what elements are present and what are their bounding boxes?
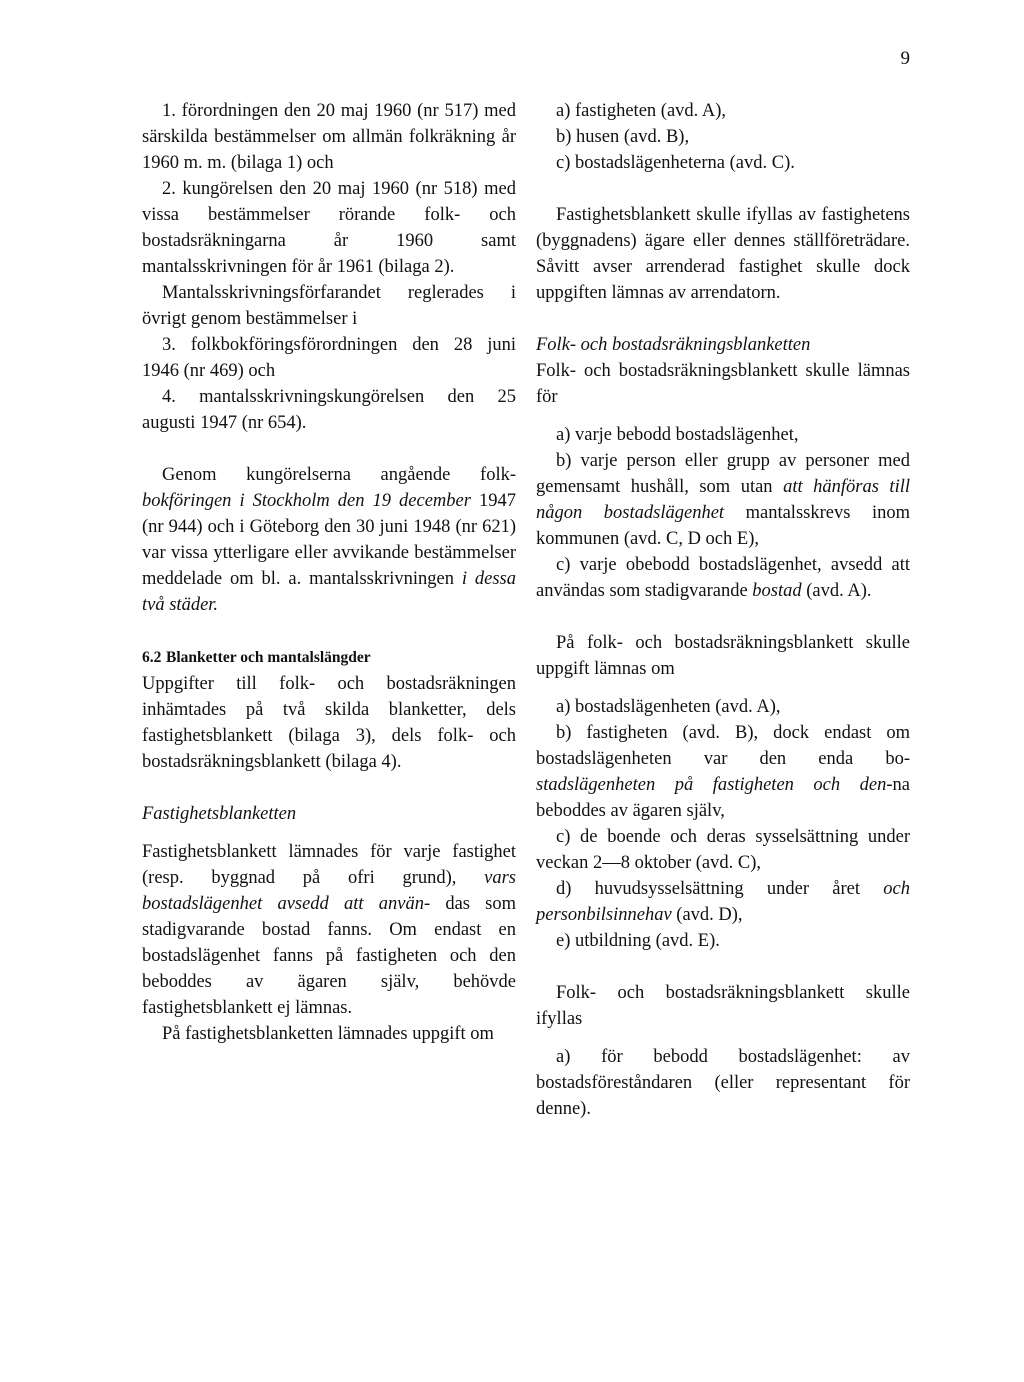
section-title: Blanketter och mantalslängder xyxy=(166,649,371,666)
text-run: d) huvudsysselsättning under året xyxy=(556,879,884,899)
text-run: b) varje person eller grupp av personer med gemensamt hushåll, som utan xyxy=(536,451,910,497)
text-run: Genom kungörelserna angående folk- xyxy=(162,465,516,485)
text-run: b) fastigheten (avd. B), dock endast om bostadslägenheten var den enda bo xyxy=(536,723,910,769)
list-item xyxy=(536,552,910,604)
italic-text-run: stadslägenheten på fastigheten och den xyxy=(536,775,887,795)
page-number: 9 xyxy=(900,48,910,69)
right-column xyxy=(536,98,910,1122)
list-item: a) för bebodd bostadslägenhet: av bostadsföreståndaren (eller representant för denne). xyxy=(536,1047,910,1119)
subheading: Fastighetsblanketten xyxy=(142,804,297,824)
paragraph: På folk- och bostadsräkningsblankett skulle uppgift lämnas om xyxy=(536,633,910,679)
list-item: a) fastigheten (avd. A), xyxy=(556,101,727,121)
list-item: a) bostadslägenheten (avd. A), xyxy=(556,697,781,717)
list-item: 3. folkbokföringsförordningen den 28 juni 1946 (nr 469) och xyxy=(142,335,516,381)
text-run: das som stadigvarande bostad fanns. Om endast en bostadslägenhet fanns på fastigheten och den beboddes av ägaren själv, behövde fastighetsblankett ej lämnas. xyxy=(142,894,517,1018)
paragraph xyxy=(142,462,516,618)
text-run: (avd. D), xyxy=(671,905,743,925)
text-run: c) varje obebodd bostadslägenhet, avsedd att användas som stadigvarande xyxy=(536,555,910,601)
text-run: na beboddes av ägaren själv, xyxy=(536,775,910,821)
list-item: a) varje bebodd bostadslägenhet, xyxy=(556,425,799,445)
subheading: Folk- och bostadsräkningsblanketten xyxy=(536,335,811,355)
text-run: mantalsskrevs inom kommunen (avd. C, D och E), xyxy=(536,503,910,549)
italic-text-run: bokföringen i Stockholm den 19 december xyxy=(142,491,471,511)
italic-text-run: och personbilsinnehav xyxy=(536,879,910,925)
list-item xyxy=(536,876,910,928)
list-item: c) bostadslägenheterna (avd. C). xyxy=(556,153,795,173)
italic-text-run: bostad xyxy=(752,581,802,601)
italic-text-run: vars bostadslägenhet avsedd att använ- xyxy=(142,868,516,914)
paragraph: Folk- och bostadsräkningsblankett skulle ifyllas xyxy=(536,983,910,1029)
left-column xyxy=(142,98,516,1047)
list-item: 2. kungörelsen den 20 maj 1960 (nr 518) med vissa bestämmelser rörande folk- och bostadsräkningarna år 1960 samt mantalsskrivningen för år 1961 (bilaga 2). xyxy=(142,179,516,277)
list-item: 1. förordningen den 20 maj 1960 (nr 517) med särskilda bestämmelser om allmän folkräkning år 1960 m. m. (bilaga 1) och xyxy=(142,101,516,173)
paragraph: På fastighetsblanketten lämnades uppgift om xyxy=(162,1024,494,1044)
paragraph: Folk- och bostadsräkningsblankett skulle lämnas för xyxy=(536,361,910,407)
section-heading xyxy=(142,644,516,671)
paragraph: Fastighetsblankett skulle ifyllas av fastighetens (byggnadens) ägare eller dennes ställföreträdare. Såvitt avser arrenderad fastighet skulle dock uppgiften lämnas av arrendatorn. xyxy=(536,205,910,303)
section-number: 6.2 xyxy=(142,649,162,666)
list-item: e) utbildning (avd. E). xyxy=(556,931,720,951)
paragraph xyxy=(142,839,516,1021)
italic-text-run: i dessa två städer. xyxy=(142,569,516,615)
italic-text-run: att hänföras till någon bostadslägenhet xyxy=(536,477,910,523)
list-item: c) de boende och deras sysselsättning under veckan 2—8 oktober (avd. C), xyxy=(536,827,910,873)
paragraph: Mantalsskrivningsförfarandet reglerades i övrigt genom bestämmelser i xyxy=(142,283,516,329)
text-run: Fastighetsblankett lämnades för varje fastighet (resp. byggnad på ofri grund), xyxy=(142,842,516,888)
list-item: b) fastigheten (avd. B), dock endast om bostadslägenheten var den enda bo-stadslägenheten på fastigheten och den-na beboddes av ägaren själv, xyxy=(536,723,910,821)
text-run: 1947 (nr 944) och i Göteborg den 30 juni 1948 (nr 621) var vissa ytterligare eller avvikande bestämmelser meddelade om bl. a. mantalsskrivningen xyxy=(142,491,516,589)
list-item: 4. mantalsskrivningskungörelsen den 25 augusti 1947 (nr 654). xyxy=(142,387,516,433)
paragraph: Uppgifter till folk- och bostadsräkningen inhämtades på två skilda blanketter, dels fastighetsblankett (bilaga 3), dels folk- och bostadsräkningsblankett (bilaga 4). xyxy=(142,674,516,772)
list-item xyxy=(536,448,910,552)
list-item: b) husen (avd. B), xyxy=(556,127,690,147)
text-run: (avd. A). xyxy=(801,581,872,601)
